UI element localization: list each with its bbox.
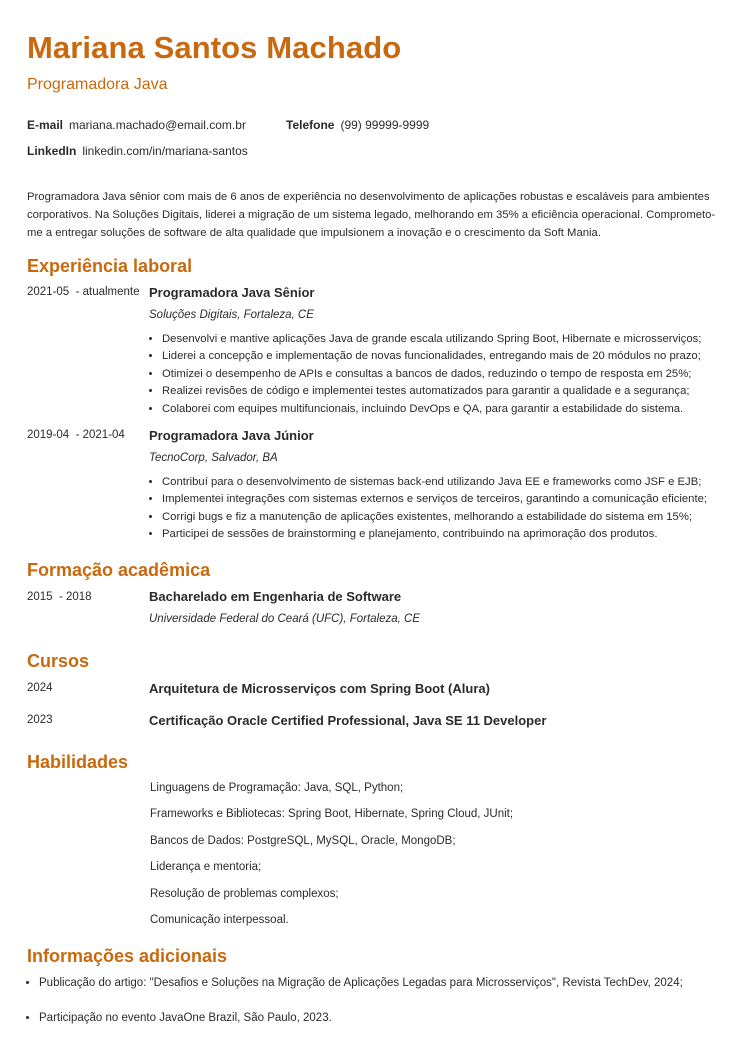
list-item: • Participação no evento JavaOne Brazil, São Paulo, 2023. (39, 1012, 332, 1024)
contact-phone (286, 118, 429, 132)
linkedin-label: LinkedIn (27, 144, 77, 158)
list-item: • Colaborei com equipes multifuncionais, incluindo DevOps e QA, para garantir a estabilidade do sistema. (162, 401, 742, 418)
list-item: • Publicação do artigo: "Desafios e Soluções na Migração de Aplicações Legadas para Microsserviços", Revista TechDev, 2024; (39, 977, 683, 989)
experience-title: Programadora Java Sênior (149, 285, 315, 300)
list-item: • Realizei revisões de código e implementei testes automatizados para garantir a qualidade e a segurança; (162, 383, 742, 400)
experience-bullets (149, 474, 742, 544)
course-year: 2024 (27, 682, 53, 694)
additional-list (27, 977, 683, 989)
list-item: • Implementei integrações com sistemas externos e serviços de terceiros, garantindo a comunicação eficiente; (162, 491, 742, 508)
course-name: Arquitetura de Microsserviços com Spring Boot (Alura) (149, 681, 490, 696)
profile-summary: Programadora Java sênior com mais de 6 anos de experiência no desenvolvimento de aplicações robustas e escaláveis para ambientes corporativos. Na Soluções Digitais, liderei a migração de um sistema legado, melhorando em 35% a eficiência operacional. Comprometo-me a entregar soluções de software de alta qualidade que impulsionem a inovação e o crescimento da Soft Mania. (27, 191, 716, 239)
list-item: • Desenvolvi e mantive aplicações Java de grande escala utilizando Spring Boot, Hibernate e microsserviços; (162, 331, 742, 348)
experience-dates: 2021-05 - atualmente (27, 286, 140, 298)
experience-company: Soluções Digitais, Fortaleza, CE (149, 309, 314, 321)
section-title-courses: Cursos (27, 651, 90, 671)
email-label: E-mail (27, 118, 64, 132)
section-title-additional: Informações adicionais (27, 946, 228, 966)
linkedin-value[interactable]: linkedin.com/in/mariana-santos (82, 144, 248, 158)
skill-item: Liderança e mentoria; (150, 861, 262, 873)
skill-item: Frameworks e Bibliotecas: Spring Boot, Hibernate, Spring Cloud, JUnit; (150, 808, 514, 820)
list-item: • Liderei a concepção e implementação de novas funcionalidades, entregando mais de 20 módulos no prazo; (162, 348, 742, 365)
experience-bullets (149, 331, 742, 418)
section-title-skills: Habilidades (27, 752, 129, 772)
skill-item: Linguagens de Programação: Java, SQL, Python; (150, 782, 404, 794)
skill-item: Bancos de Dados: PostgreSQL, MySQL, Oracle, MongoDB; (150, 835, 456, 847)
skill-item: Resolução de problemas complexos; (150, 888, 339, 900)
experience-title: Programadora Java Júnior (149, 428, 314, 443)
list-item: • Contribuí para o desenvolvimento de sistemas back-end utilizando Java EE e frameworks como JSF e EJB; (162, 474, 742, 491)
list-item: • Otimizei o desempenho de APIs e consultas a bancos de dados, reduzindo o tempo de resposta em 25%; (162, 366, 742, 383)
phone-label: Telefone (286, 118, 335, 132)
candidate-name: Mariana Santos Machado (27, 30, 402, 65)
phone-value: (99) 99999-9999 (340, 118, 430, 132)
contact-email (27, 118, 246, 132)
experience-company: TecnoCorp, Salvador, BA (149, 452, 278, 464)
section-title-experience: Experiência laboral (27, 256, 193, 276)
education-school: Universidade Federal do Ceará (UFC), Fortaleza, CE (149, 613, 420, 625)
list-item: • Corrigi bugs e fiz a manutenção de aplicações existentes, melhorando a estabilidade do sistema em 15%; (162, 509, 742, 526)
skill-item: Comunicação interpessoal. (150, 914, 289, 926)
course-name: Certificação Oracle Certified Professional, Java SE 11 Developer (149, 713, 547, 728)
education-degree: Bacharelado em Engenharia de Software (149, 589, 402, 604)
contact-linkedin (27, 144, 248, 158)
email-value[interactable]: mariana.machado@email.com.br (69, 118, 246, 132)
additional-list (27, 1012, 332, 1024)
course-year: 2023 (27, 714, 53, 726)
list-item: • Participei de sessões de brainstorming e planejamento, contribuindo na aprimoração dos produtos. (162, 526, 742, 543)
education-dates: 2015 - 2018 (27, 591, 92, 603)
section-title-education: Formação acadêmica (27, 560, 211, 580)
experience-dates: 2019-04 - 2021-04 (27, 429, 125, 441)
candidate-role: Programadora Java (27, 76, 168, 93)
